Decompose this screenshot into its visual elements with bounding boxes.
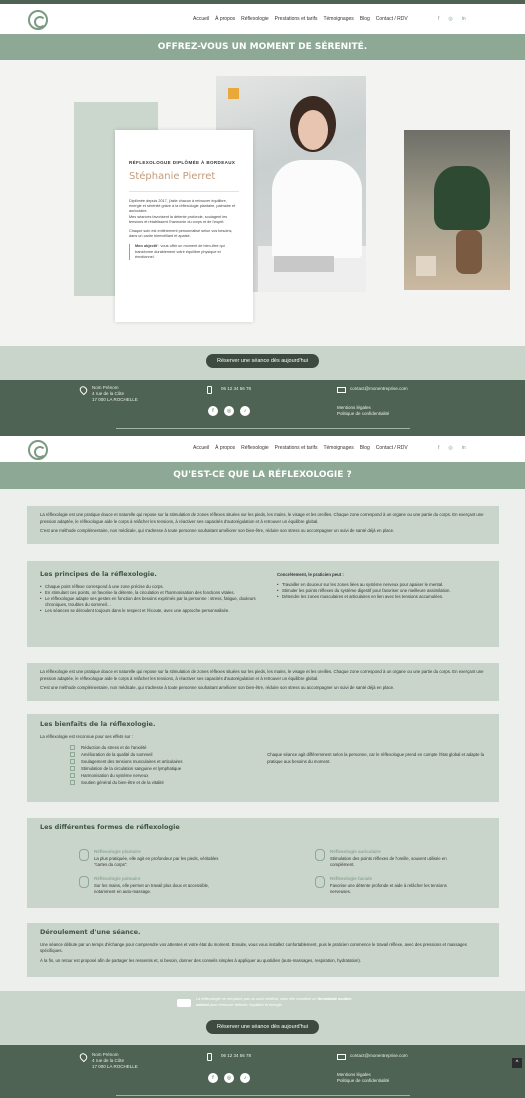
footer-city: 17 000 LA ROCHELLE bbox=[92, 397, 138, 402]
header-social bbox=[438, 16, 466, 22]
plant-vase bbox=[456, 230, 482, 274]
footer-tiktok-icon-2[interactable]: ♪ bbox=[240, 1073, 250, 1083]
footer-tiktok-icon[interactable]: ♪ bbox=[240, 406, 250, 416]
linkedin-icon-2[interactable]: in bbox=[461, 445, 466, 451]
right-title: Concrètement, le praticien peut : bbox=[276, 571, 344, 577]
profile-bio bbox=[129, 199, 239, 260]
hero-band bbox=[0, 34, 525, 60]
footer-address bbox=[92, 385, 138, 403]
benefit-item: Amélioration de la qualité du sommeil bbox=[70, 751, 249, 758]
hand-icon bbox=[79, 876, 89, 888]
benefits-list bbox=[40, 744, 249, 786]
benefits-title: Les bienfaits de la réflexologie. bbox=[40, 720, 156, 728]
plant-photo bbox=[404, 130, 510, 290]
logo[interactable] bbox=[28, 10, 48, 30]
form-text: La plus pratiquée, elle agit en profondeur par les pieds, véritables "cartes du corps". bbox=[94, 855, 219, 867]
form-palmaire bbox=[94, 876, 294, 896]
check-icon bbox=[70, 773, 75, 778]
section-title: QU'EST-CE QUE LA RÉFLEXOLOGIE ? bbox=[173, 470, 352, 480]
phone-icon bbox=[207, 386, 212, 394]
hero-title: OFFREZ-VOUS UN MOMENT DE SÉRENITÉ. bbox=[157, 42, 368, 52]
check-icon bbox=[70, 766, 75, 771]
person-shirt bbox=[272, 160, 362, 258]
intro-p2-repeat: C'est une méthode complémentaire, non médicale, qui s'adresse à toute personne souhaitant améliorer son bien-être, réduire son stress ou accompagner un suivi de santé déjà en place. bbox=[40, 685, 395, 690]
nav-contact[interactable]: Contact / RDV bbox=[375, 16, 408, 22]
list-item: • Travailler en douceur sur les zones liées au système nerveux pour apaiser le mental. bbox=[277, 582, 486, 588]
form-text: Sur les mains, elle permet un travail plus doux et accessible, notamment en auto-massage. bbox=[94, 882, 210, 894]
footer-name: Nom Prénom bbox=[92, 385, 119, 390]
list-item: • En stimulant ces points, on favorise la détente, la circulation et l'harmonisation des fonctions vitales. bbox=[40, 590, 259, 596]
intro-card bbox=[27, 506, 499, 544]
phone-icon-2 bbox=[207, 1053, 212, 1061]
footer-2 bbox=[0, 1045, 525, 1098]
profile-p1: Diplômée depuis 2017, j'aide chacun à retrouver équilibre, énergie et sérénité grâce à la réflexologie plantaire, palmaire et auriculaire. bbox=[129, 199, 236, 214]
privacy-link[interactable]: Politique de confidentialité bbox=[337, 411, 390, 416]
book-session-button-2[interactable]: Réserver une séance dès aujourd'hui bbox=[206, 1020, 319, 1034]
face-icon bbox=[315, 876, 325, 888]
section-band bbox=[0, 462, 525, 489]
foot-icon bbox=[79, 849, 89, 861]
intro-p2: C'est une méthode complémentaire, non médicale, qui s'adresse à toute personne souhaitant améliorer son bien-être, réduire son stress ou accompagner un suivi de santé déjà en place. bbox=[40, 528, 395, 533]
footer-legal-links bbox=[337, 405, 389, 417]
profile-goal bbox=[129, 244, 239, 260]
form-text: Stimulation des points réflexes de l'oreille, souvent utilisée en complément. bbox=[330, 855, 447, 867]
session-p2: À la fin, un retour est proposé afin de partager les ressentis et, si besoin, donner des conseils simples à appliquer au quotidien (auto-massages, respiration, hydratation). bbox=[40, 957, 362, 963]
principles-list bbox=[40, 584, 259, 614]
forms-card bbox=[27, 818, 499, 908]
list-item: • Stimuler les points réflexes du système digestif pour favoriser une meilleure assimilation. bbox=[277, 588, 486, 594]
header-social-2 bbox=[438, 445, 466, 451]
nav-blog[interactable]: Blog bbox=[359, 16, 370, 22]
check-icon bbox=[70, 752, 75, 757]
form-name: Réflexologie auriculaire bbox=[330, 849, 381, 854]
card-divider bbox=[129, 191, 239, 192]
footer-legal-links-2 bbox=[337, 1072, 389, 1084]
benefits-side: Chaque séance agit différemment selon la personne, car le réflexologue prend en compte l'état global et adapte la pratique aux besoins du moment. bbox=[267, 752, 485, 764]
principles-title: Les principes de la réflexologie. bbox=[40, 570, 157, 578]
profile-card bbox=[115, 130, 253, 322]
footer-email-2[interactable]: contact@monentreprise.com bbox=[350, 1053, 408, 1058]
instagram-icon-2[interactable]: ◎ bbox=[448, 445, 453, 451]
privacy-link-2[interactable]: Politique de confidentialité bbox=[337, 1078, 390, 1083]
profile-p2: Mes séances favorisent la détente profonde, soulagent les tensions et rétablissent l'harmonie du corps et de l'esprit. bbox=[129, 214, 228, 224]
main-nav bbox=[193, 16, 408, 22]
side-pot bbox=[416, 256, 436, 276]
check-icon bbox=[70, 745, 75, 750]
legal-link-2[interactable]: Mentions légales bbox=[337, 1072, 371, 1077]
about-section bbox=[0, 60, 525, 346]
benefits-lead: La réflexologie est reconnue pour ses effets sur : bbox=[40, 733, 133, 739]
cta-note: La réflexologie ne remplace pas un suivi médical, mais elle constitue un formidable soutien naturel pour retrouver détente, équilibre et énergie. bbox=[196, 997, 352, 1007]
session-card bbox=[27, 923, 499, 977]
person-face bbox=[298, 110, 328, 150]
main-nav-2 bbox=[193, 445, 408, 451]
nav-accueil[interactable]: Accueil bbox=[193, 16, 210, 22]
benefit-item: Stimulation de la circulation sanguine et lymphatique bbox=[70, 765, 249, 772]
footer-facebook-icon[interactable]: f bbox=[208, 406, 218, 416]
practitioner-list bbox=[277, 582, 486, 600]
nav-temoignages[interactable]: Témoignages bbox=[323, 16, 354, 22]
nav-prestations-2[interactable]: Prestations et tarifs bbox=[274, 445, 318, 451]
forms-title: Les différentes formes de réflexologie bbox=[40, 823, 180, 831]
nav-accueil-2[interactable]: Accueil bbox=[193, 445, 210, 451]
nav-reflexologie-2[interactable]: Réflexologie bbox=[241, 445, 269, 451]
cta-band-2 bbox=[0, 991, 525, 1045]
mail-icon-2 bbox=[337, 1054, 346, 1060]
ear-icon bbox=[315, 849, 325, 861]
profile-kicker: RÉFLEXOLOGUE DIPLÔMÉE À BORDEAUX bbox=[129, 160, 236, 165]
nav-blog-2[interactable]: Blog bbox=[359, 445, 370, 451]
form-text: Favorise une détente profonde et aide à relâcher les tensions nerveuses. bbox=[330, 882, 447, 894]
footer-phone[interactable]: 06 12 34 56 78 bbox=[221, 386, 252, 391]
form-name: Réflexologie palmaire bbox=[94, 876, 141, 881]
footer bbox=[0, 380, 525, 432]
principles-right bbox=[277, 572, 486, 614]
footer-street: 4 rue de la Côte bbox=[92, 391, 125, 396]
nav-temoignages-2[interactable]: Témoignages bbox=[323, 445, 354, 451]
list-item: • Le réflexologue adapte ses gestes en fonction des besoins exprimés par la personne : stress, fatigue, douleurs chroniques, troubles du sommeil… bbox=[40, 596, 259, 608]
footer-phone-2[interactable]: 06 12 34 56 78 bbox=[221, 1053, 252, 1058]
footer-separator-2 bbox=[116, 1095, 410, 1096]
cta-band bbox=[0, 346, 525, 380]
footer-instagram-icon-2[interactable]: ◎ bbox=[224, 1073, 234, 1083]
check-icon bbox=[70, 759, 75, 764]
list-item: • Détendre les zones musculaires et articulaires en lien avec les tensions accumulées. bbox=[277, 594, 486, 600]
location-icon-2 bbox=[78, 1052, 89, 1063]
scroll-top-button[interactable]: ^ bbox=[512, 1058, 522, 1068]
benefit-item: Soulagement des tensions musculaires et articulaires bbox=[70, 758, 249, 765]
book-session-button[interactable]: Réserver une séance dès aujourd'hui bbox=[206, 354, 319, 368]
form-auriculaire bbox=[330, 849, 525, 869]
list-item: • Les séances se déroulent toujours dans le respect et l'écoute, avec une approche personnalisée. bbox=[40, 608, 259, 614]
form-faciale bbox=[330, 876, 525, 896]
profile-name: Stéphanie Pierret bbox=[129, 171, 216, 182]
footer-email[interactable]: contact@monentreprise.com bbox=[350, 386, 408, 391]
legal-link[interactable]: Mentions légales bbox=[337, 405, 371, 410]
hand-point-icon bbox=[177, 999, 191, 1007]
mail-icon bbox=[337, 387, 346, 393]
facebook-icon-2[interactable]: f bbox=[438, 445, 440, 451]
nav-a-propos-2[interactable]: À propos bbox=[215, 445, 236, 451]
principles-card bbox=[27, 561, 499, 647]
intro-p1-repeat: La réflexologie est une pratique douce et naturelle qui repose sur la stimulation de zones réflexes situées sur les pieds, les mains, le visage et les oreilles. Chaque zone correspond à un organe ou une partie du corps. En exerçant une pression adaptée, le réflexologue aide le corps à relâcher les tensions, à réactiver ses capacités d'autorégulation et à retrouver un équilibre global. bbox=[40, 669, 484, 681]
linkedin-icon[interactable]: in bbox=[461, 16, 466, 22]
sticky-note bbox=[228, 88, 239, 99]
nav-a-propos[interactable]: À propos bbox=[215, 16, 236, 22]
laptop bbox=[274, 256, 334, 272]
header bbox=[0, 4, 525, 34]
session-title: Déroulement d'une séance. bbox=[40, 928, 141, 936]
footer-address-2: Nom Prénom 4 rue de la Côte 17 000 LA ROCHELLE bbox=[92, 1052, 138, 1069]
plant-leaves bbox=[434, 166, 490, 230]
benefits-card bbox=[27, 714, 499, 802]
nav-reflexologie[interactable]: Réflexologie bbox=[241, 16, 269, 22]
footer-facebook-icon-2[interactable]: f bbox=[208, 1073, 218, 1083]
goal-text: : vous offrir un moment de bien-être qui transforme durablement votre équilibre physique et émotionnel. bbox=[135, 244, 225, 259]
check-icon bbox=[70, 780, 75, 785]
location-icon bbox=[78, 385, 89, 396]
intro-p1: La réflexologie est une pratique douce et naturelle qui repose sur la stimulation de zones réflexes situées sur les pieds, les mains, le visage et les oreilles. Chaque zone correspond à un organe ou une partie du corps. En exerçant une pression adaptée, le réflexologue aide le corps à relâcher les tensions, à réactiver ses capacités d'autorégulation et à retrouver un équilibre global. bbox=[40, 512, 484, 524]
instagram-icon[interactable]: ◎ bbox=[448, 16, 453, 22]
form-plantaire bbox=[94, 849, 294, 869]
footer-instagram-icon[interactable]: ◎ bbox=[224, 406, 234, 416]
intro-card-repeat bbox=[27, 663, 499, 701]
benefit-item: Harmonisation du système nerveux bbox=[70, 772, 249, 779]
form-name: Réflexologie faciale bbox=[330, 876, 373, 881]
session-p1: Une séance débute par un temps d'échange pour comprendre vos attentes et votre état du moment. Ensuite, vous vous installez confortablement, puis le praticien commence le travail réflexe, avec des pressions et massages spécifiques. bbox=[40, 941, 467, 953]
nav-prestations[interactable]: Prestations et tarifs bbox=[274, 16, 318, 22]
profile-p3: Chaque soin est entièrement personnalisé selon vos besoins, dans un cadre bienveillant et apaisé. bbox=[129, 229, 233, 239]
form-name: Réflexologie plantaire bbox=[94, 849, 141, 854]
benefit-item: Soutien général du bien-être et de la vitalité bbox=[70, 779, 249, 786]
goal-label: Mon objectif bbox=[135, 244, 158, 249]
logo-2[interactable] bbox=[28, 440, 48, 460]
footer-separator bbox=[116, 428, 410, 429]
nav-contact-2[interactable]: Contact / RDV bbox=[375, 445, 408, 451]
list-item: • Chaque point réflexe correspond à une zone précise du corps. bbox=[40, 584, 259, 590]
benefit-item: Réduction du stress et de l'anxiété bbox=[70, 744, 249, 751]
facebook-icon[interactable]: f bbox=[438, 16, 440, 22]
header-2 bbox=[0, 436, 525, 462]
